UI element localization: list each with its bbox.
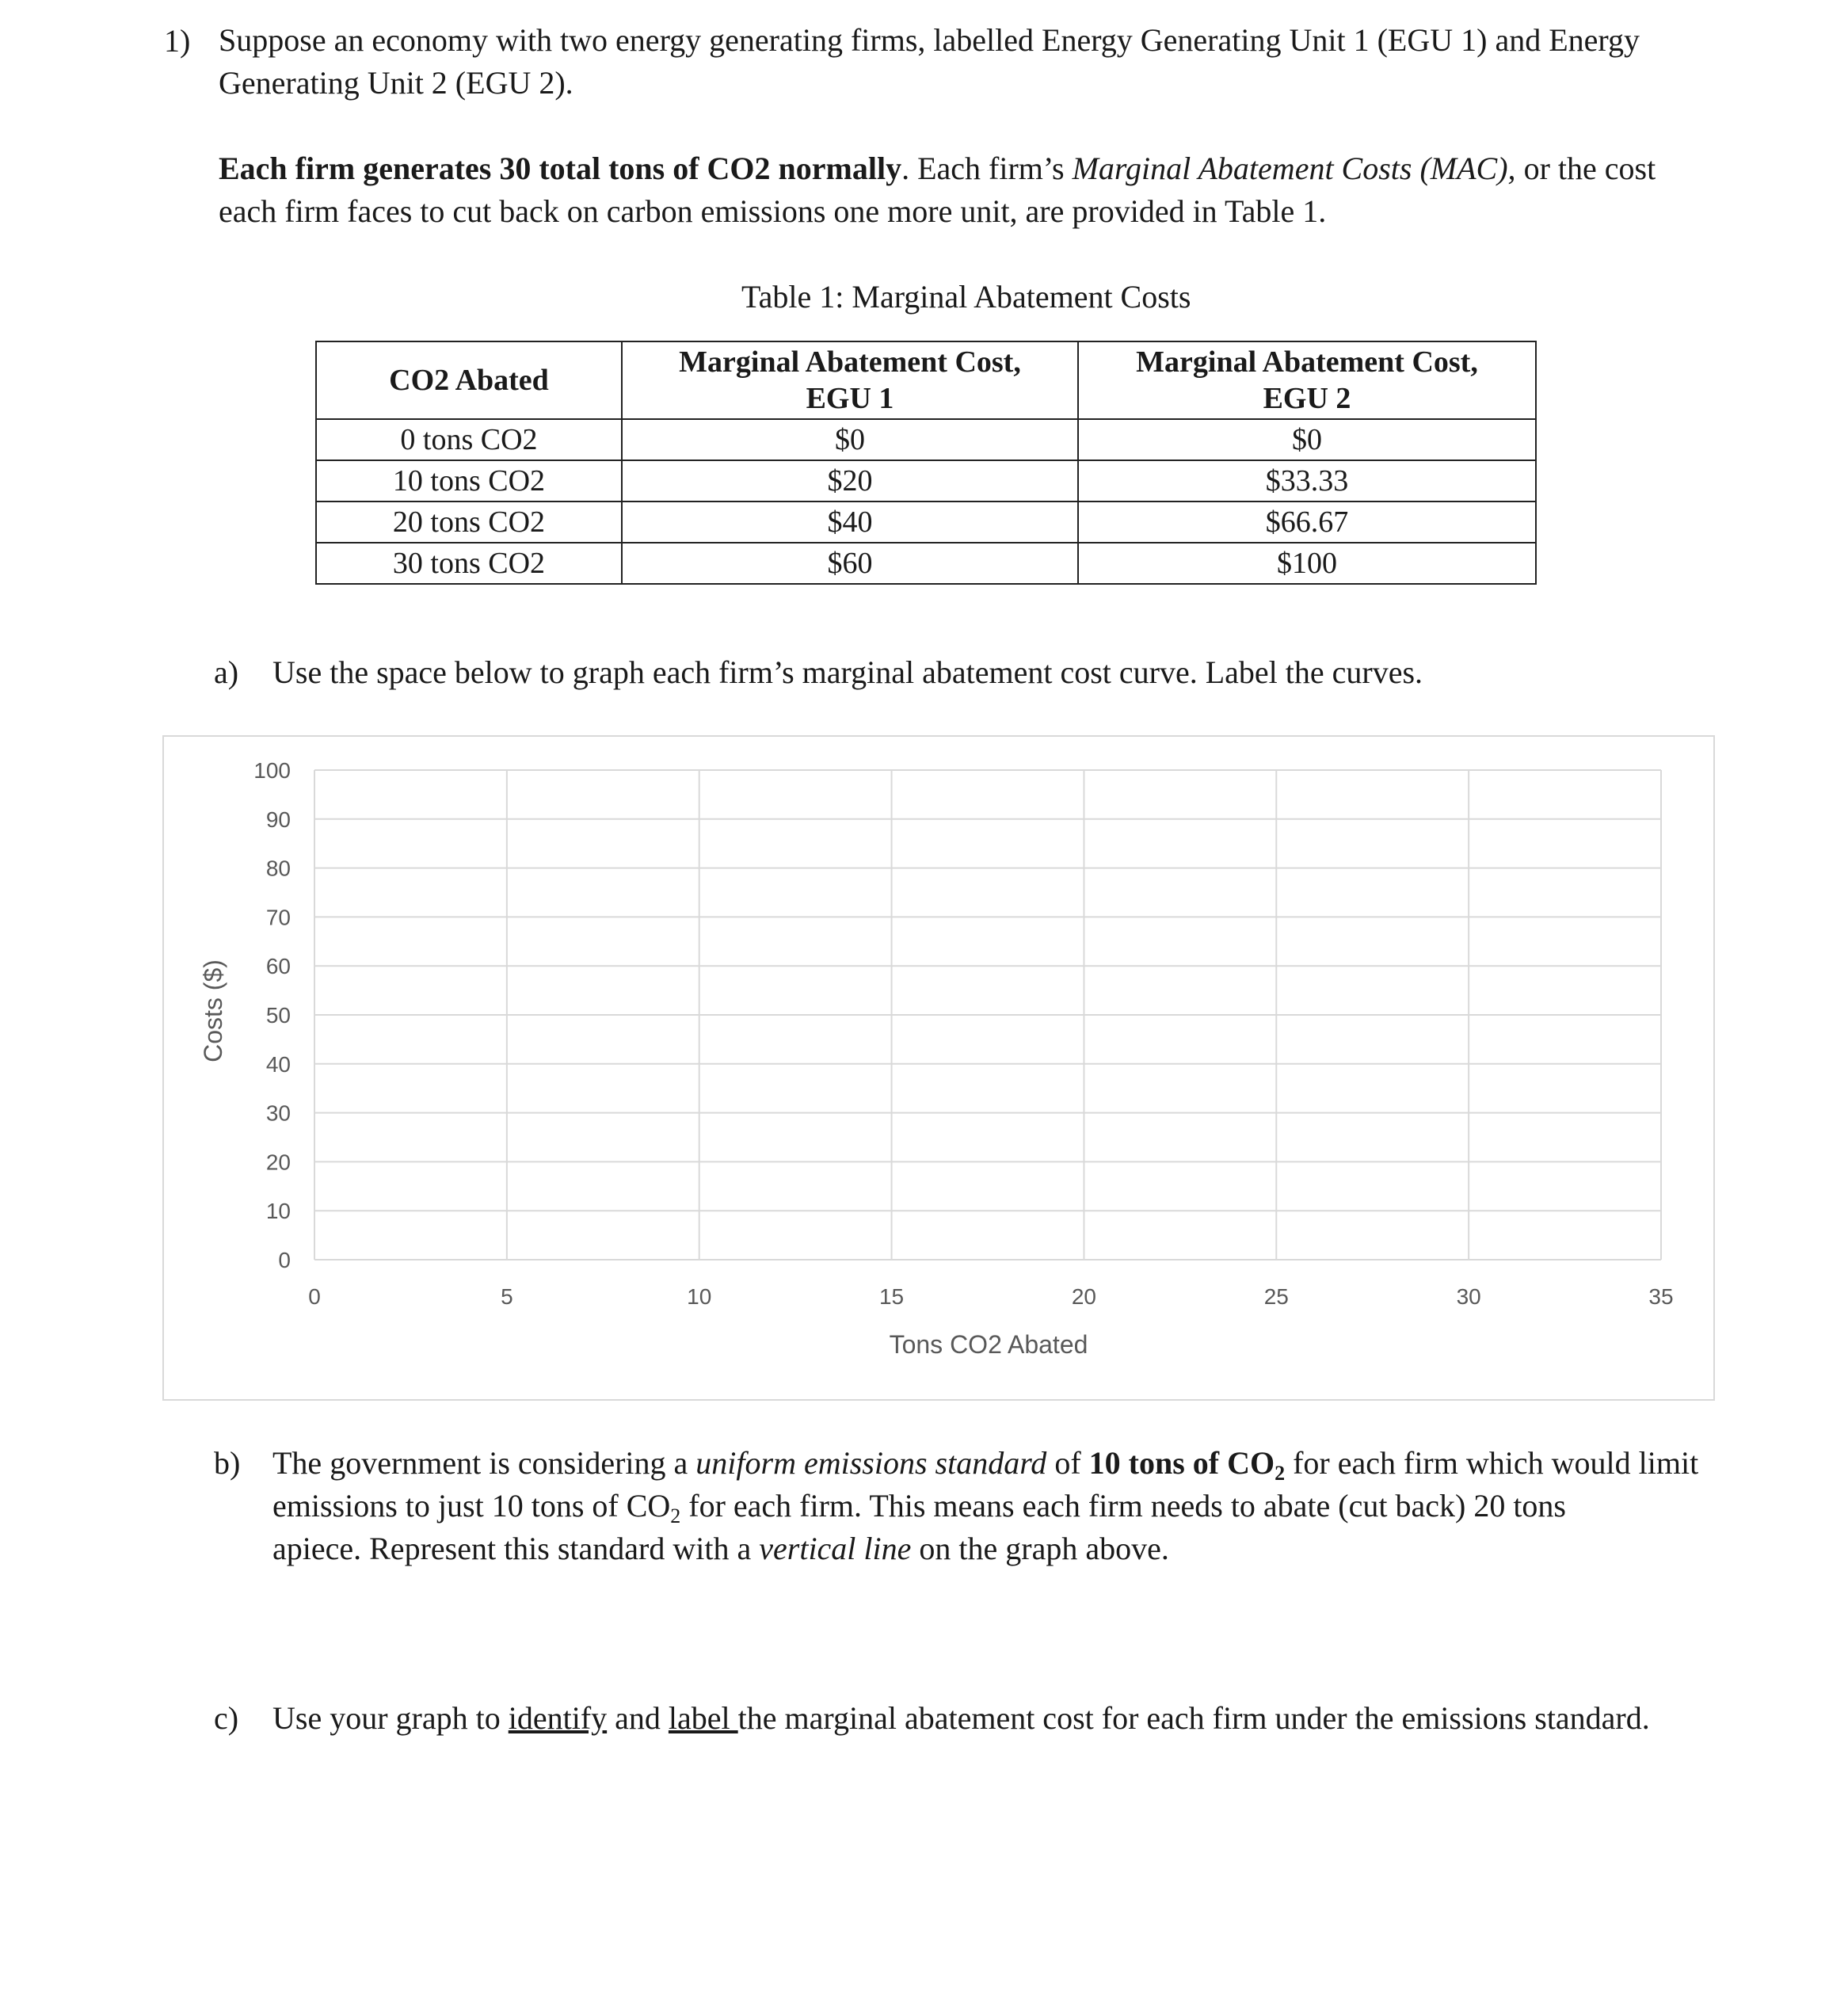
part-c-label: c)	[214, 1700, 239, 1736]
y-tick-label: 0	[278, 1248, 291, 1272]
question-paragraph-2-line2: each firm faces to cut back on carbon emissions one more unit, are provided in Table 1.	[219, 193, 1327, 229]
label-word: label	[668, 1700, 738, 1736]
header-co2-abated: CO2 Abated	[316, 341, 622, 419]
x-tick-label: 30	[1456, 1284, 1481, 1309]
x-tick-label: 25	[1263, 1284, 1289, 1309]
y-tick-label: 70	[265, 905, 291, 930]
cell-mac-egu2: $0	[1078, 419, 1536, 460]
table-row	[316, 543, 1536, 584]
x-tick-label: 35	[1648, 1284, 1674, 1309]
x-axis-title: Tons CO2 Abated	[889, 1330, 1088, 1359]
cell-co2-abated: 0 tons CO2	[316, 419, 622, 460]
table-caption: Table 1: Marginal Abatement Costs	[741, 279, 1191, 315]
cell-mac-egu2: $66.67	[1078, 502, 1536, 543]
y-axis-title: Costs ($)	[199, 959, 227, 1062]
chart-area	[162, 735, 1715, 1401]
cell-mac-egu1: $60	[622, 543, 1078, 584]
table-row	[316, 460, 1536, 502]
x-tick-label: 15	[878, 1284, 905, 1309]
mac-chart	[164, 737, 1713, 1399]
part-a-label: a)	[214, 654, 239, 690]
cell-mac-egu1: $20	[622, 460, 1078, 502]
y-tick-label: 60	[265, 954, 291, 979]
emphasis-total-tons: Each firm generates 30 total tons of CO2 normally	[219, 151, 902, 186]
cell-co2-abated: 30 tons CO2	[316, 543, 622, 584]
part-c-text: Use your graph to identify and label the marginal abatement cost for each firm under the emissions standard.	[272, 1700, 1650, 1736]
cell-mac-egu1: $0	[622, 419, 1078, 460]
standard-amount: 10 tons of $CO_2$	[1088, 1445, 1286, 1485]
grid	[314, 770, 1661, 1260]
table-header-row	[316, 341, 1536, 419]
question-paragraph-2: Each firm generates 30 total tons of CO2 normally. Each firm’s Marginal Abatement Costs (MAC), or the cost	[219, 151, 1656, 186]
x-tick-label: 5	[501, 1284, 513, 1309]
y-tick-label: 40	[265, 1051, 291, 1077]
cell-mac-egu2: $33.33	[1078, 460, 1536, 502]
cell-co2-abated: 10 tons CO2	[316, 460, 622, 502]
question-intro-line2: Generating Unit 2 (EGU 2).	[219, 65, 573, 101]
y-tick-label: 80	[265, 856, 291, 881]
vertical-line-term: vertical line	[759, 1531, 912, 1566]
question-intro-line1: Suppose an economy with two energy generating firms, labelled Energy Generating Unit 1 (EGU 1) and Energy	[219, 22, 1640, 58]
y-tick-label: 50	[265, 1003, 291, 1028]
y-tick-label: 10	[265, 1199, 291, 1224]
identify-word: identify	[508, 1700, 608, 1736]
header-mac-egu2: Marginal Abatement Cost, EGU 2	[1078, 341, 1536, 419]
part-b-line2: emissions to just 10 tons of $CO_2$ for each firm. This means each firm needs to abate (cut back) 20 tons	[272, 1488, 1566, 1527]
part-a-text: Use the space below to graph each firm’s marginal abatement cost curve. Label the curves.	[272, 654, 1423, 690]
table-row	[316, 419, 1536, 460]
tick-labels	[253, 758, 1673, 1309]
table-row	[316, 502, 1536, 543]
y-tick-label: 90	[265, 807, 291, 832]
header-mac-egu1: Marginal Abatement Cost, EGU 1	[622, 341, 1078, 419]
y-tick-label: 20	[265, 1150, 291, 1175]
mac-table	[315, 341, 1537, 585]
part-b-label: b)	[214, 1445, 241, 1481]
cell-mac-egu1: $40	[622, 502, 1078, 543]
uniform-standard-term: uniform emissions standard	[695, 1445, 1047, 1481]
y-tick-label: 30	[265, 1100, 291, 1126]
cell-co2-abated: 20 tons CO2	[316, 502, 622, 543]
part-b-line1: The government is considering a uniform emissions standard of 10 tons of $CO_2$ for each firm which would limit	[272, 1445, 1699, 1485]
x-tick-label: 20	[1071, 1284, 1097, 1309]
cell-mac-egu2: $100	[1078, 543, 1536, 584]
part-b-line3: apiece. Represent this standard with a vertical line on the graph above.	[272, 1531, 1169, 1566]
question-number: 1)	[164, 23, 191, 59]
y-tick-label: 100	[253, 758, 291, 783]
x-tick-label: 10	[687, 1284, 712, 1309]
mac-definition-term: Marginal Abatement Costs (MAC),	[1072, 151, 1516, 186]
x-tick-label: 0	[308, 1284, 321, 1309]
